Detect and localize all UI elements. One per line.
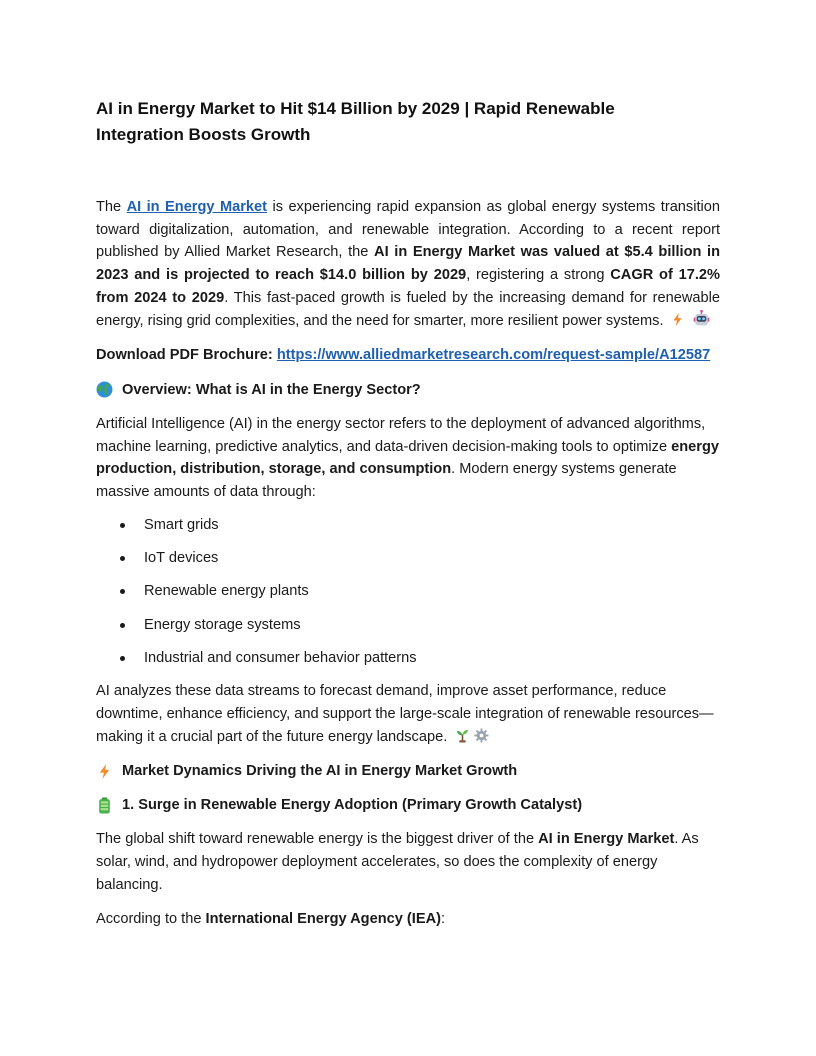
intro-paragraph: The AI in Energy Market is experiencing rapid expansion as global energy systems transition toward digitalization, automation, and renewable integration. According to a recent report published by Allied Market Research, the AI in Energy Market was valued at $5.4 billion in 2023 and is projected to reach $14.0 billion by 2029, registering a strong CAGR of 17.2% from 2024 to 2029. This fast-paced growth is fueled by the increasing demand for renewable energy, rising grid complexities, and the need for smarter, more resilient power systems.	[96, 199, 721, 329]
globe-icon	[96, 381, 113, 398]
lightning-icon	[96, 763, 113, 780]
download-brochure: Download PDF Brochure: https://www.alliedmarketresearch.com/request-sample/A12587	[96, 347, 711, 364]
ai-energy-market-link[interactable]: AI in Energy Market	[126, 199, 268, 215]
document-page	[96, 96, 720, 931]
list-item: Renewable energy plants	[96, 580, 720, 602]
ai-analysis-paragraph: AI analyzes these data streams to forecast demand, improve asset performance, reduce downtime, enhance efficiency, and support the large-scale integration of renewable resources—making it a crucial part of the future energy landscape.	[96, 683, 714, 745]
brochure-link[interactable]: https://www.alliedmarketresearch.com/request-sample/A12587	[276, 347, 711, 364]
data-sources-list	[96, 514, 720, 669]
seedling-icon	[455, 728, 470, 743]
lightning-icon	[670, 312, 685, 327]
list-item: Energy storage systems	[96, 614, 720, 636]
iea-paragraph: According to the International Energy Agency (IEA):	[96, 911, 446, 928]
market-dynamics-heading: Market Dynamics Driving the AI in Energy Market Growth	[96, 760, 720, 782]
list-item: IoT devices	[96, 547, 720, 569]
robot-icon	[693, 310, 710, 327]
overview-heading: Overview: What is AI in the Energy Sector?	[96, 379, 720, 401]
page-title: AI in Energy Market to Hit $14 Billion by 2029 | Rapid Renewable Integration Boosts Growth	[96, 99, 615, 144]
renewable-shift-paragraph: The global shift toward renewable energy is the biggest driver of the AI in Energy Market. As solar, wind, and hydropower deployment accelerates, so does the complexity of energy balancing.	[96, 831, 699, 893]
list-item: Smart grids	[96, 514, 720, 536]
renewable-surge-heading: 1. Surge in Renewable Energy Adoption (Primary Growth Catalyst)	[96, 794, 720, 816]
list-item: Industrial and consumer behavior patterns	[96, 647, 720, 669]
overview-paragraph: Artificial Intelligence (AI) in the energy sector refers to the deployment of advanced algorithms, machine learning, predictive analytics, and data-driven decision-making tools to optimize energy production, distribution, storage, and consumption. Modern energy systems generate massive amounts of data through:	[96, 415, 719, 501]
gear-icon	[474, 728, 489, 743]
battery-icon	[96, 797, 113, 814]
